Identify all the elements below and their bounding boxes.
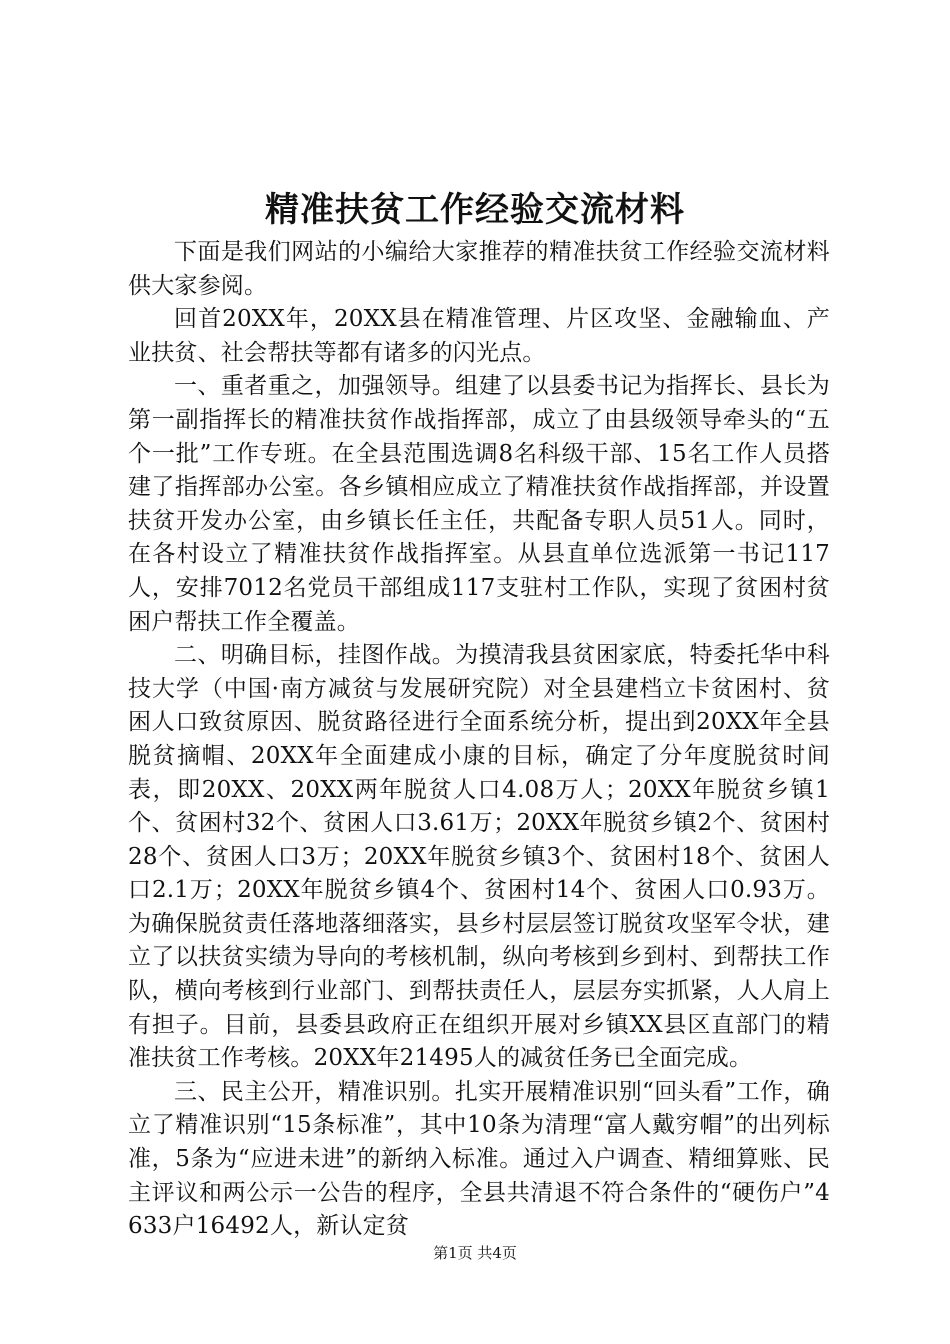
page-footer: 第1页 共4页 xyxy=(433,1244,517,1262)
paragraph-review: 回首20XX年，20XX县在精准管理、片区攻坚、金融输血、产业扶贫、社会帮扶等都有诸多的闪光点。 xyxy=(128,306,830,366)
paragraph-targets: 二、明确目标，挂图作战。为摸清我县贫困家底，特委托华中科技大学（中国·南方减贫与发展研究院）对全县建档立卡贫困村、贫困人口致贫原因、脱贫路径进行全面系统分析，提出到20XX年全县脱贫摘帽、20XX年全面建成小康的目标，确定了分年度脱贫时间表，即20XX、20XX两年脱贫人口4.08万人；20XX年脱贫乡镇1个、贫困村32个、贫困人口3.61万；20XX年脱贫乡镇2个、贫困村28个、贫困人口3万；20XX年脱贫乡镇3个、贫困村18个、贫困人口2.1万；20XX年脱贫乡镇4个、贫困村14个、贫困人口0.93万。为确保脱贫责任落地落细落实，县乡村层层签订脱贫攻坚军令状，建立了以扶贫实绩为导向的考核机制，纵向考核到乡到村、到帮扶工作队，横向考核到行业部门、到帮扶责任人，层层夯实抓紧，人人肩上有担子。目前，县委县政府正在组织开展对乡镇XX县区直部门的精准扶贫工作考核。20XX年21495人的减贫任务已全面完成。 xyxy=(128,642,830,1072)
document-body xyxy=(128,236,830,1244)
paragraph-leadership: 一、重者重之，加强领导。组建了以县委书记为指挥长、县长为第一副指挥长的精准扶贫作战指挥部，成立了由县级领导牵头的“五个一批”工作专班。在全县范围选调8名科级干部、15名工作人员搭建了指挥部办公室。各乡镇相应成立了精准扶贫作战指挥部，并设置扶贫开发办公室，由乡镇长任主任，共配备专职人员51人。同时，在各村设立了精准扶贫作战指挥室。从县直单位选派第一书记117人，安排7012名党员干部组成117支驻村工作队，实现了贫困村贫困户帮扶工作全覆盖。 xyxy=(128,373,830,635)
paragraph-intro: 下面是我们网站的小编给大家推荐的精准扶贫工作经验交流材料供大家参阅。 xyxy=(128,239,830,299)
document-title: 精准扶贫工作经验交流材料 xyxy=(265,190,685,230)
paragraph-identification: 三、民主公开，精准识别。扎实开展精准识别“回头看”工作，确立了精准识别“15条标准”，其中10条为清理“富人戴穷帽”的出列标准，5条为“应进未进”的新纳入标准。通过入户调查、精细算账、民主评议和两公示一公告的程序，全县共清退不符合条件的“硬伤户”4633户16492人，新认定贫 xyxy=(128,1078,830,1240)
